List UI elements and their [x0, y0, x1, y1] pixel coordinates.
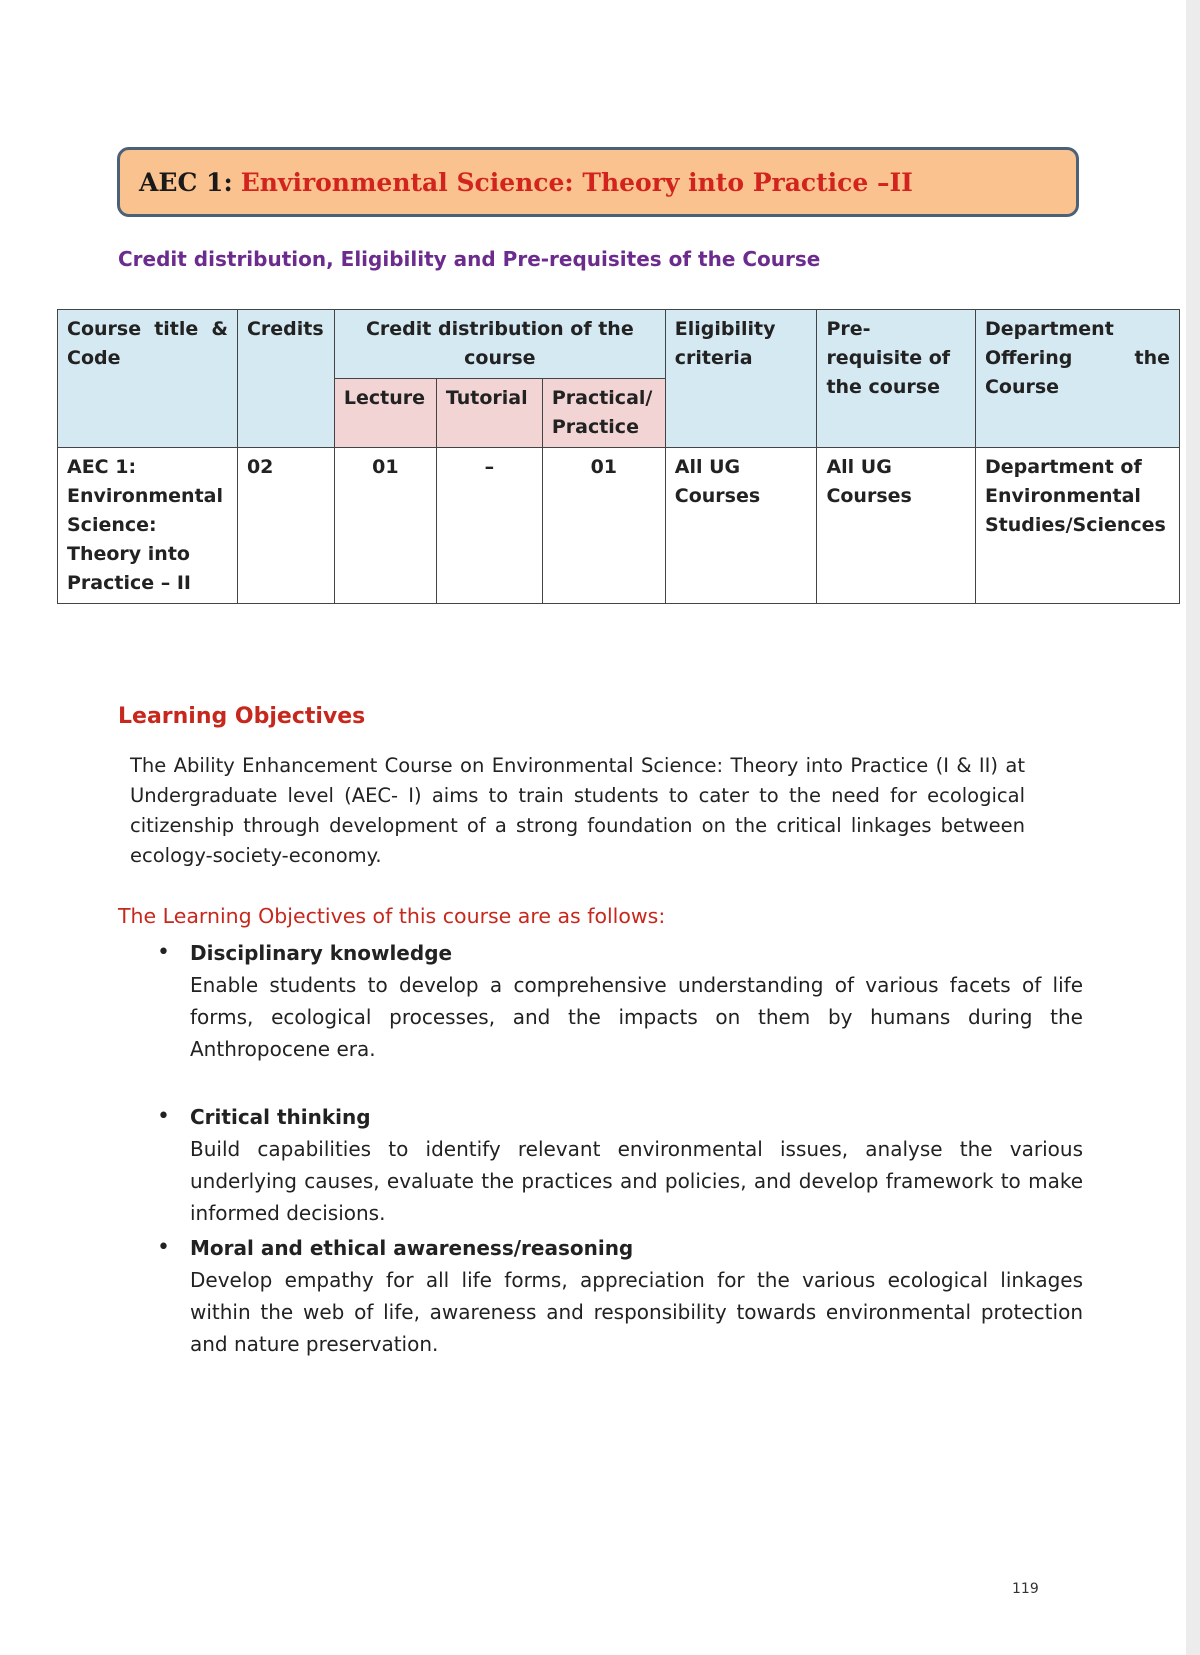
objective-text: Enable students to develop a comprehensive understanding of various facets of life forms, ecological processes, and the impacts on them by humans during the Anthropocene era.	[190, 973, 1083, 1061]
header-eligibility: Eligibility criteria	[665, 310, 817, 448]
cell-department: Department of Environmental Studies/Sciences	[975, 448, 1179, 604]
learning-objectives-heading: Learning Objectives	[118, 704, 366, 729]
objective-title: Moral and ethical awareness/reasoning	[190, 1236, 634, 1260]
header-practical: Practical/ Practice	[542, 379, 665, 448]
bullet-icon: •	[157, 1235, 170, 1260]
page-edge	[1186, 0, 1200, 1655]
header-course-title: Course title & Code	[58, 310, 238, 448]
learning-objectives-paragraph: The Ability Enhancement Course on Environmental Science: Theory into Practice (I & II) at Undergraduate level (AEC- I) aims to train students to cater to the need for ecological citizenship through development of a strong foundation on the critical linkages between ecology-society-economy.	[130, 754, 1025, 867]
header-credits: Credits	[237, 310, 334, 448]
list-item	[157, 1232, 1083, 1360]
cell-lecture: 01	[334, 448, 436, 604]
header-credit-distribution: Credit distribution of the course	[334, 310, 665, 379]
cell-eligibility: All UG Courses	[665, 448, 817, 604]
course-name: Environmental Science: Theory into Practice –II	[240, 167, 913, 197]
course-title-banner	[117, 147, 1079, 217]
course-code: AEC 1:	[139, 167, 233, 197]
objective-title: Disciplinary knowledge	[190, 941, 453, 965]
list-item	[157, 1101, 1083, 1229]
cell-practical: 01	[542, 448, 665, 604]
table-row	[58, 448, 1180, 604]
objective-text: Build capabilities to identify relevant environmental issues, analyse the various underlying causes, evaluate the practices and policies, and develop framework to make informed decisions.	[190, 1137, 1083, 1225]
bullet-icon: •	[157, 1104, 170, 1129]
header-tutorial: Tutorial	[436, 379, 542, 448]
objective-text: Develop empathy for all life forms, appreciation for the various ecological linkages within the web of life, awareness and responsibility towards environmental protection and nature preservation.	[190, 1268, 1083, 1356]
header-department: Department Offering the Course	[975, 310, 1179, 448]
cell-prerequisite: All UG Courses	[817, 448, 976, 604]
page-number: 119	[1012, 1581, 1039, 1597]
credit-distribution-table	[57, 309, 1180, 604]
header-lecture: Lecture	[334, 379, 436, 448]
cell-credits: 02	[237, 448, 334, 604]
objectives-intro: The Learning Objectives of this course are as follows:	[118, 904, 666, 928]
cell-course-title: AEC 1: Environmental Science: Theory into Practice – II	[58, 448, 238, 604]
header-prerequisite: Pre-requisite of the course	[817, 310, 976, 448]
credit-section-heading: Credit distribution, Eligibility and Pre-requisites of the Course	[118, 247, 821, 271]
objective-title: Critical thinking	[190, 1105, 371, 1129]
table-header-row	[58, 310, 1180, 379]
cell-tutorial: –	[436, 448, 542, 604]
bullet-icon: •	[157, 940, 170, 965]
list-item	[157, 937, 1083, 1065]
